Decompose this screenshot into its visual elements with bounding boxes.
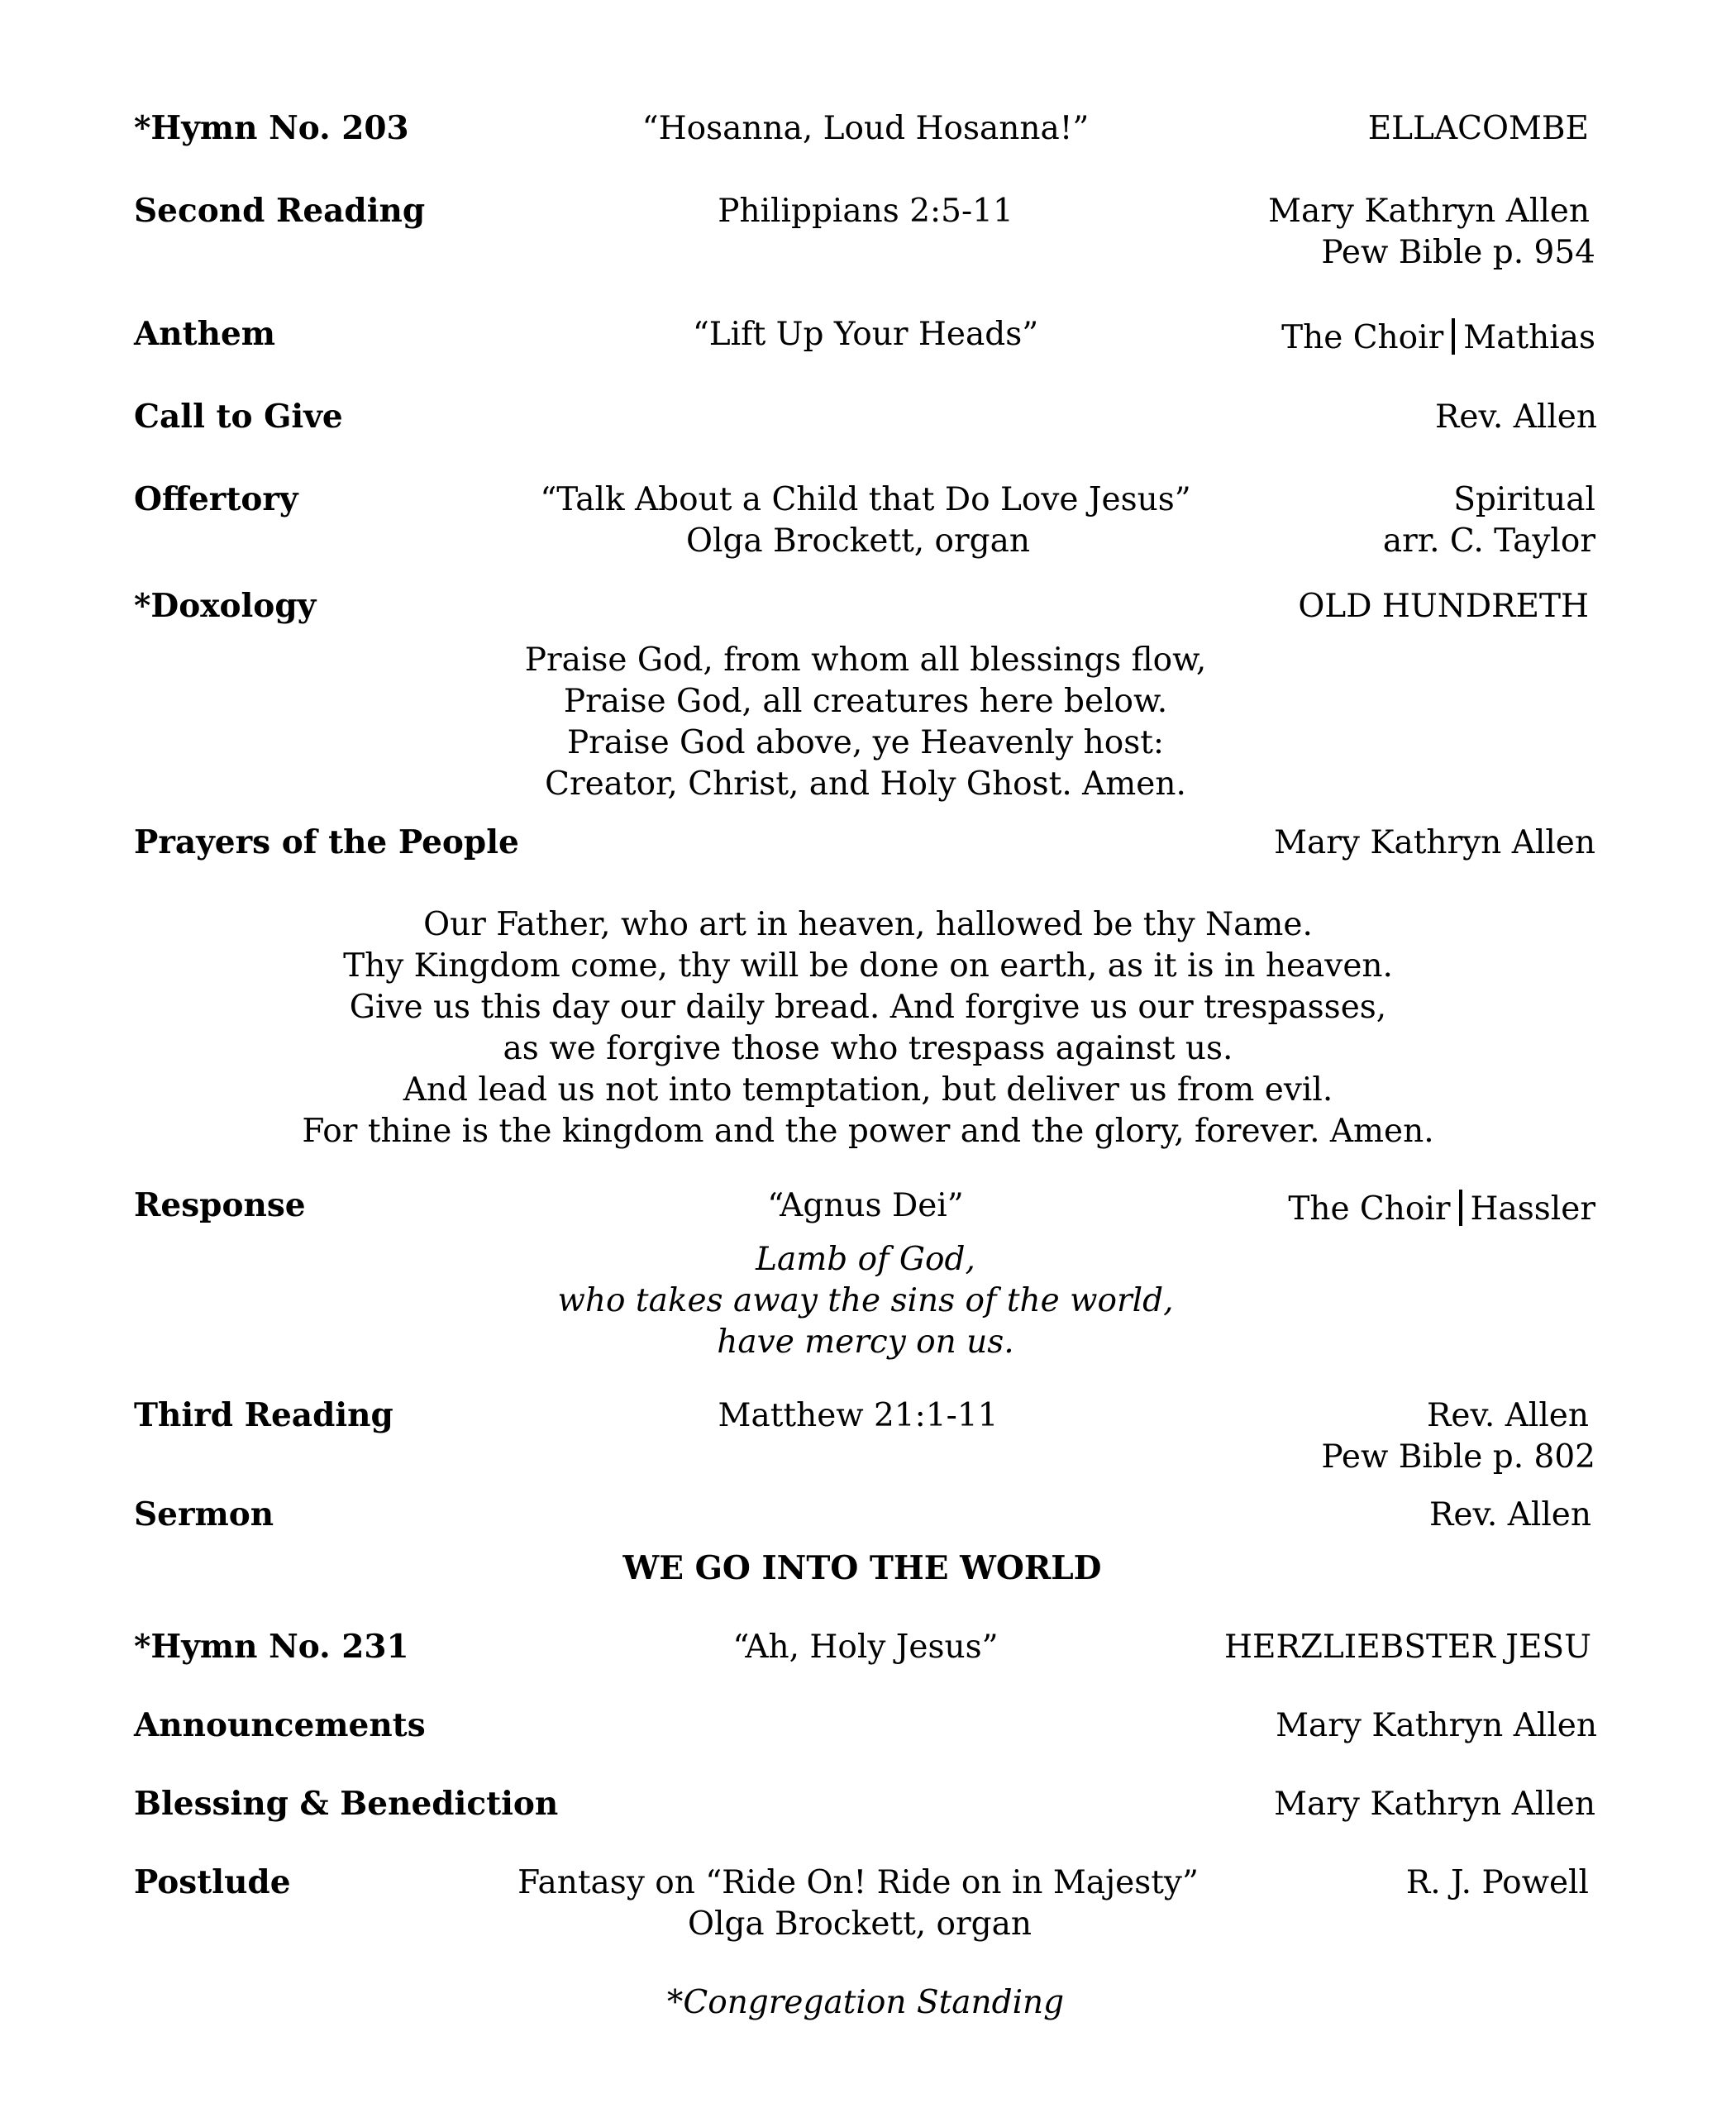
item-center: “Lift Up Your Heads” [692, 316, 1039, 353]
item-title: Anthem [134, 315, 276, 353]
item-center: Matthew 21:1-11 [718, 1397, 999, 1434]
item-right: Rev. Allen [1429, 1496, 1591, 1533]
doxology-line: Praise God above, ye Heavenly host: [566, 724, 1165, 761]
item-right: HERZLIEBSTER JESU [1223, 1629, 1591, 1666]
doxology-line: Praise God, from whom all blessings flow, [524, 641, 1207, 679]
item-title: Offertory [134, 480, 298, 518]
item-center-secondary: Olga Brockett, organ [688, 1905, 1032, 1943]
item-center: “Ah, Holy Jesus” [732, 1629, 999, 1666]
item-right: Mary Kathryn Allen [1274, 1786, 1595, 1823]
item-right: Rev. Allen [1435, 398, 1597, 436]
item-right-secondary: arr. C. Taylor [1382, 522, 1595, 560]
prayer-line: Our Father, who art in heaven, hallowed be thy Name. [423, 906, 1313, 943]
item-title: Prayers of the People [134, 823, 519, 861]
performer: The Choir [1288, 1190, 1451, 1228]
item-center: “Agnus Dei” [767, 1187, 964, 1224]
composer: Hassler [1470, 1190, 1595, 1228]
composer: Mathias [1463, 319, 1595, 356]
item-title: Call to Give [134, 398, 343, 436]
prayer-line: Give us this day our daily bread. And forgive us our trespasses, [349, 989, 1387, 1026]
prayer-line: Thy Kingdom come, thy will be done on earth, as it is in heaven. [343, 947, 1393, 985]
agnus-dei-line: have mercy on us. [717, 1323, 1014, 1361]
item-right: Rev. Allen [1427, 1397, 1589, 1434]
prayer-line: For thine is the kingdom and the power and the glory, forever. Amen. [302, 1113, 1434, 1150]
item-title: Blessing & Benediction [134, 1785, 559, 1823]
item-right: Mary Kathryn Allen [1268, 193, 1590, 230]
item-center: “Hosanna, Loud Hosanna!” [641, 110, 1090, 147]
item-right: OLD HUNDRETH [1298, 588, 1589, 625]
prayer-line: as we forgive those who trespass against us. [503, 1030, 1233, 1067]
prayer-line: And lead us not into temptation, but deliver us from evil. [403, 1071, 1333, 1109]
item-title: Third Reading [134, 1396, 393, 1434]
item-right-secondary: Pew Bible p. 802 [1321, 1438, 1595, 1476]
item-right: Mary Kathryn Allen [1274, 824, 1595, 861]
item-right: R. J. Powell [1405, 1864, 1589, 1901]
item-title: Announcements [134, 1706, 426, 1744]
doxology-line: Praise God, all creatures here below. [563, 683, 1168, 720]
item-title: Postlude [134, 1863, 291, 1901]
agnus-dei-line: who takes away the sins of the world, [557, 1282, 1174, 1319]
item-center-secondary: Olga Brockett, organ [686, 522, 1030, 560]
item-title: *Doxology [134, 587, 317, 625]
item-right: Mary Kathryn Allen [1276, 1707, 1597, 1744]
item-center: Philippians 2:5-11 [718, 193, 1013, 230]
item-right: Spiritual [1453, 481, 1595, 518]
item-title: *Hymn No. 231 [134, 1628, 409, 1666]
agnus-dei-line: Lamb of God, [756, 1241, 975, 1278]
item-right: ELLACOMBE [1367, 110, 1589, 147]
item-title: Second Reading [134, 192, 426, 230]
item-title: Sermon [134, 1495, 274, 1533]
item-center: “Talk About a Child that Do Love Jesus” [540, 481, 1191, 518]
section-heading: WE GO INTO THE WORLD [622, 1549, 1102, 1587]
item-right [1288, 1190, 1595, 1226]
performer: The Choir [1281, 319, 1444, 356]
item-title: *Hymn No. 203 [134, 109, 409, 147]
item-title: Response [134, 1186, 306, 1224]
item-right [1281, 318, 1595, 355]
separator-bar [1459, 1190, 1462, 1226]
separator-bar [1452, 318, 1455, 355]
doxology-line: Creator, Christ, and Holy Ghost. Amen. [545, 765, 1186, 803]
item-right-secondary: Pew Bible p. 954 [1321, 234, 1595, 271]
item-center: Fantasy on “Ride On! Ride on in Majesty” [517, 1864, 1199, 1901]
footnote: *Congregation Standing [666, 1984, 1065, 2021]
